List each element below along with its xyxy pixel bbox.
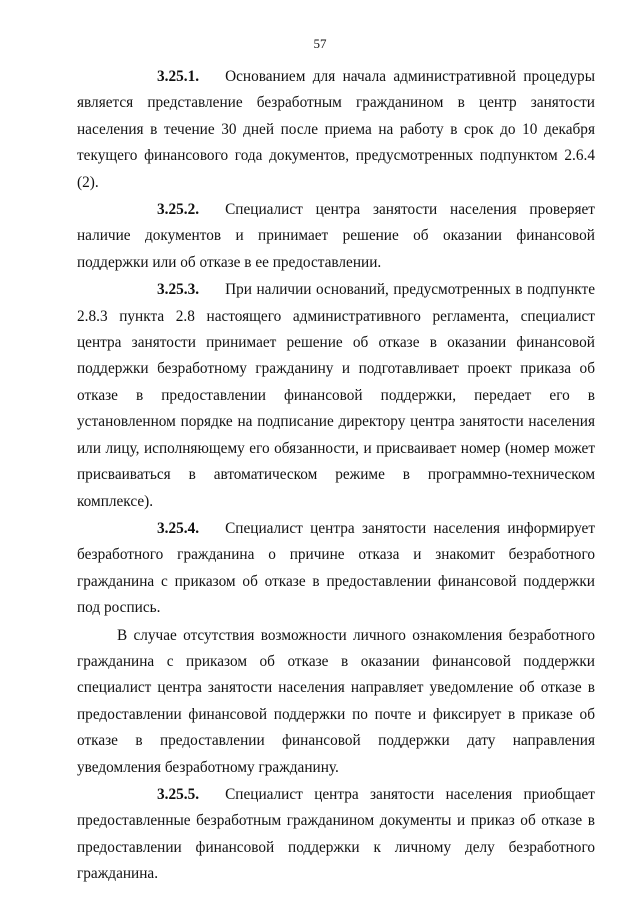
paragraph-3-25-4 bbox=[77, 516, 595, 622]
paragraph-number: 3.25.3. bbox=[157, 281, 200, 299]
paragraph-3-25-4-continuation bbox=[77, 623, 595, 781]
paragraph-text: Специалист центра занятости населения проверяет наличие документов и принимает решение об оказании финансовой поддержки или об отказе в ее предоставлении. bbox=[77, 201, 595, 271]
paragraph-text: В случае отсутствия возможности личного ознакомления безработного гражданина с приказом об отказе в оказании финансовой поддержки специалист центра занятости населения направляет уведомление об отказе в предоставлении финансовой поддержки по почте и фиксирует в приказе об отказе в предоставлении финансовой поддержки дату направления уведомления безработному гражданину. bbox=[77, 626, 595, 776]
paragraph-text: Специалист центра занятости населения информирует безработного гражданина о причине отказа и знакомит безработного гражданина с приказом об отказе в предоставлении финансовой поддержки под роспись. bbox=[77, 519, 595, 617]
paragraph-3-25-1 bbox=[77, 64, 595, 196]
paragraph-3-25-5 bbox=[77, 782, 595, 888]
paragraph-number: 3.25.4. bbox=[157, 519, 200, 537]
page-number: 57 bbox=[313, 36, 327, 51]
paragraph-number: 3.25.1. bbox=[157, 68, 200, 85]
paragraph-3-25-2 bbox=[77, 197, 595, 276]
paragraph-number: 3.25.2. bbox=[157, 201, 200, 219]
paragraph-text: Специалист центра занятости населения приобщает предоставленные безработным гражданином документы и приказ об отказе в предоставлении финансовой поддержки к личному делу безработного гражданина. bbox=[77, 785, 595, 883]
paragraph-3-25-3 bbox=[77, 277, 595, 515]
paragraph-text: Основанием для начала административной процедуры является представление безработным гражданином в центр занятости населения в течение 30 дней после приема на работу в срок до 10 декабря текущего финансового года документов, предусмотренных подпунктом 2.6.4 (2). bbox=[77, 68, 595, 191]
paragraph-text: При наличии оснований, предусмотренных в подпункте 2.8.3 пункта 2.8 настоящего административного регламента, специалист центра занятости принимает решение об отказе в оказании финансовой поддержки безработному гражданину и подготавливает проект приказа об отказе в предоставлении финансовой поддержки, передает его в установленном порядке на подписание директору центра занятости населения или лицу, исполняющему его обязанности, и присваивает номер (номер может присваиваться в автоматическом режиме в программно-техническом комплексе). bbox=[77, 281, 595, 510]
paragraph-number: 3.25.5. bbox=[157, 785, 200, 803]
document-body bbox=[77, 64, 595, 888]
